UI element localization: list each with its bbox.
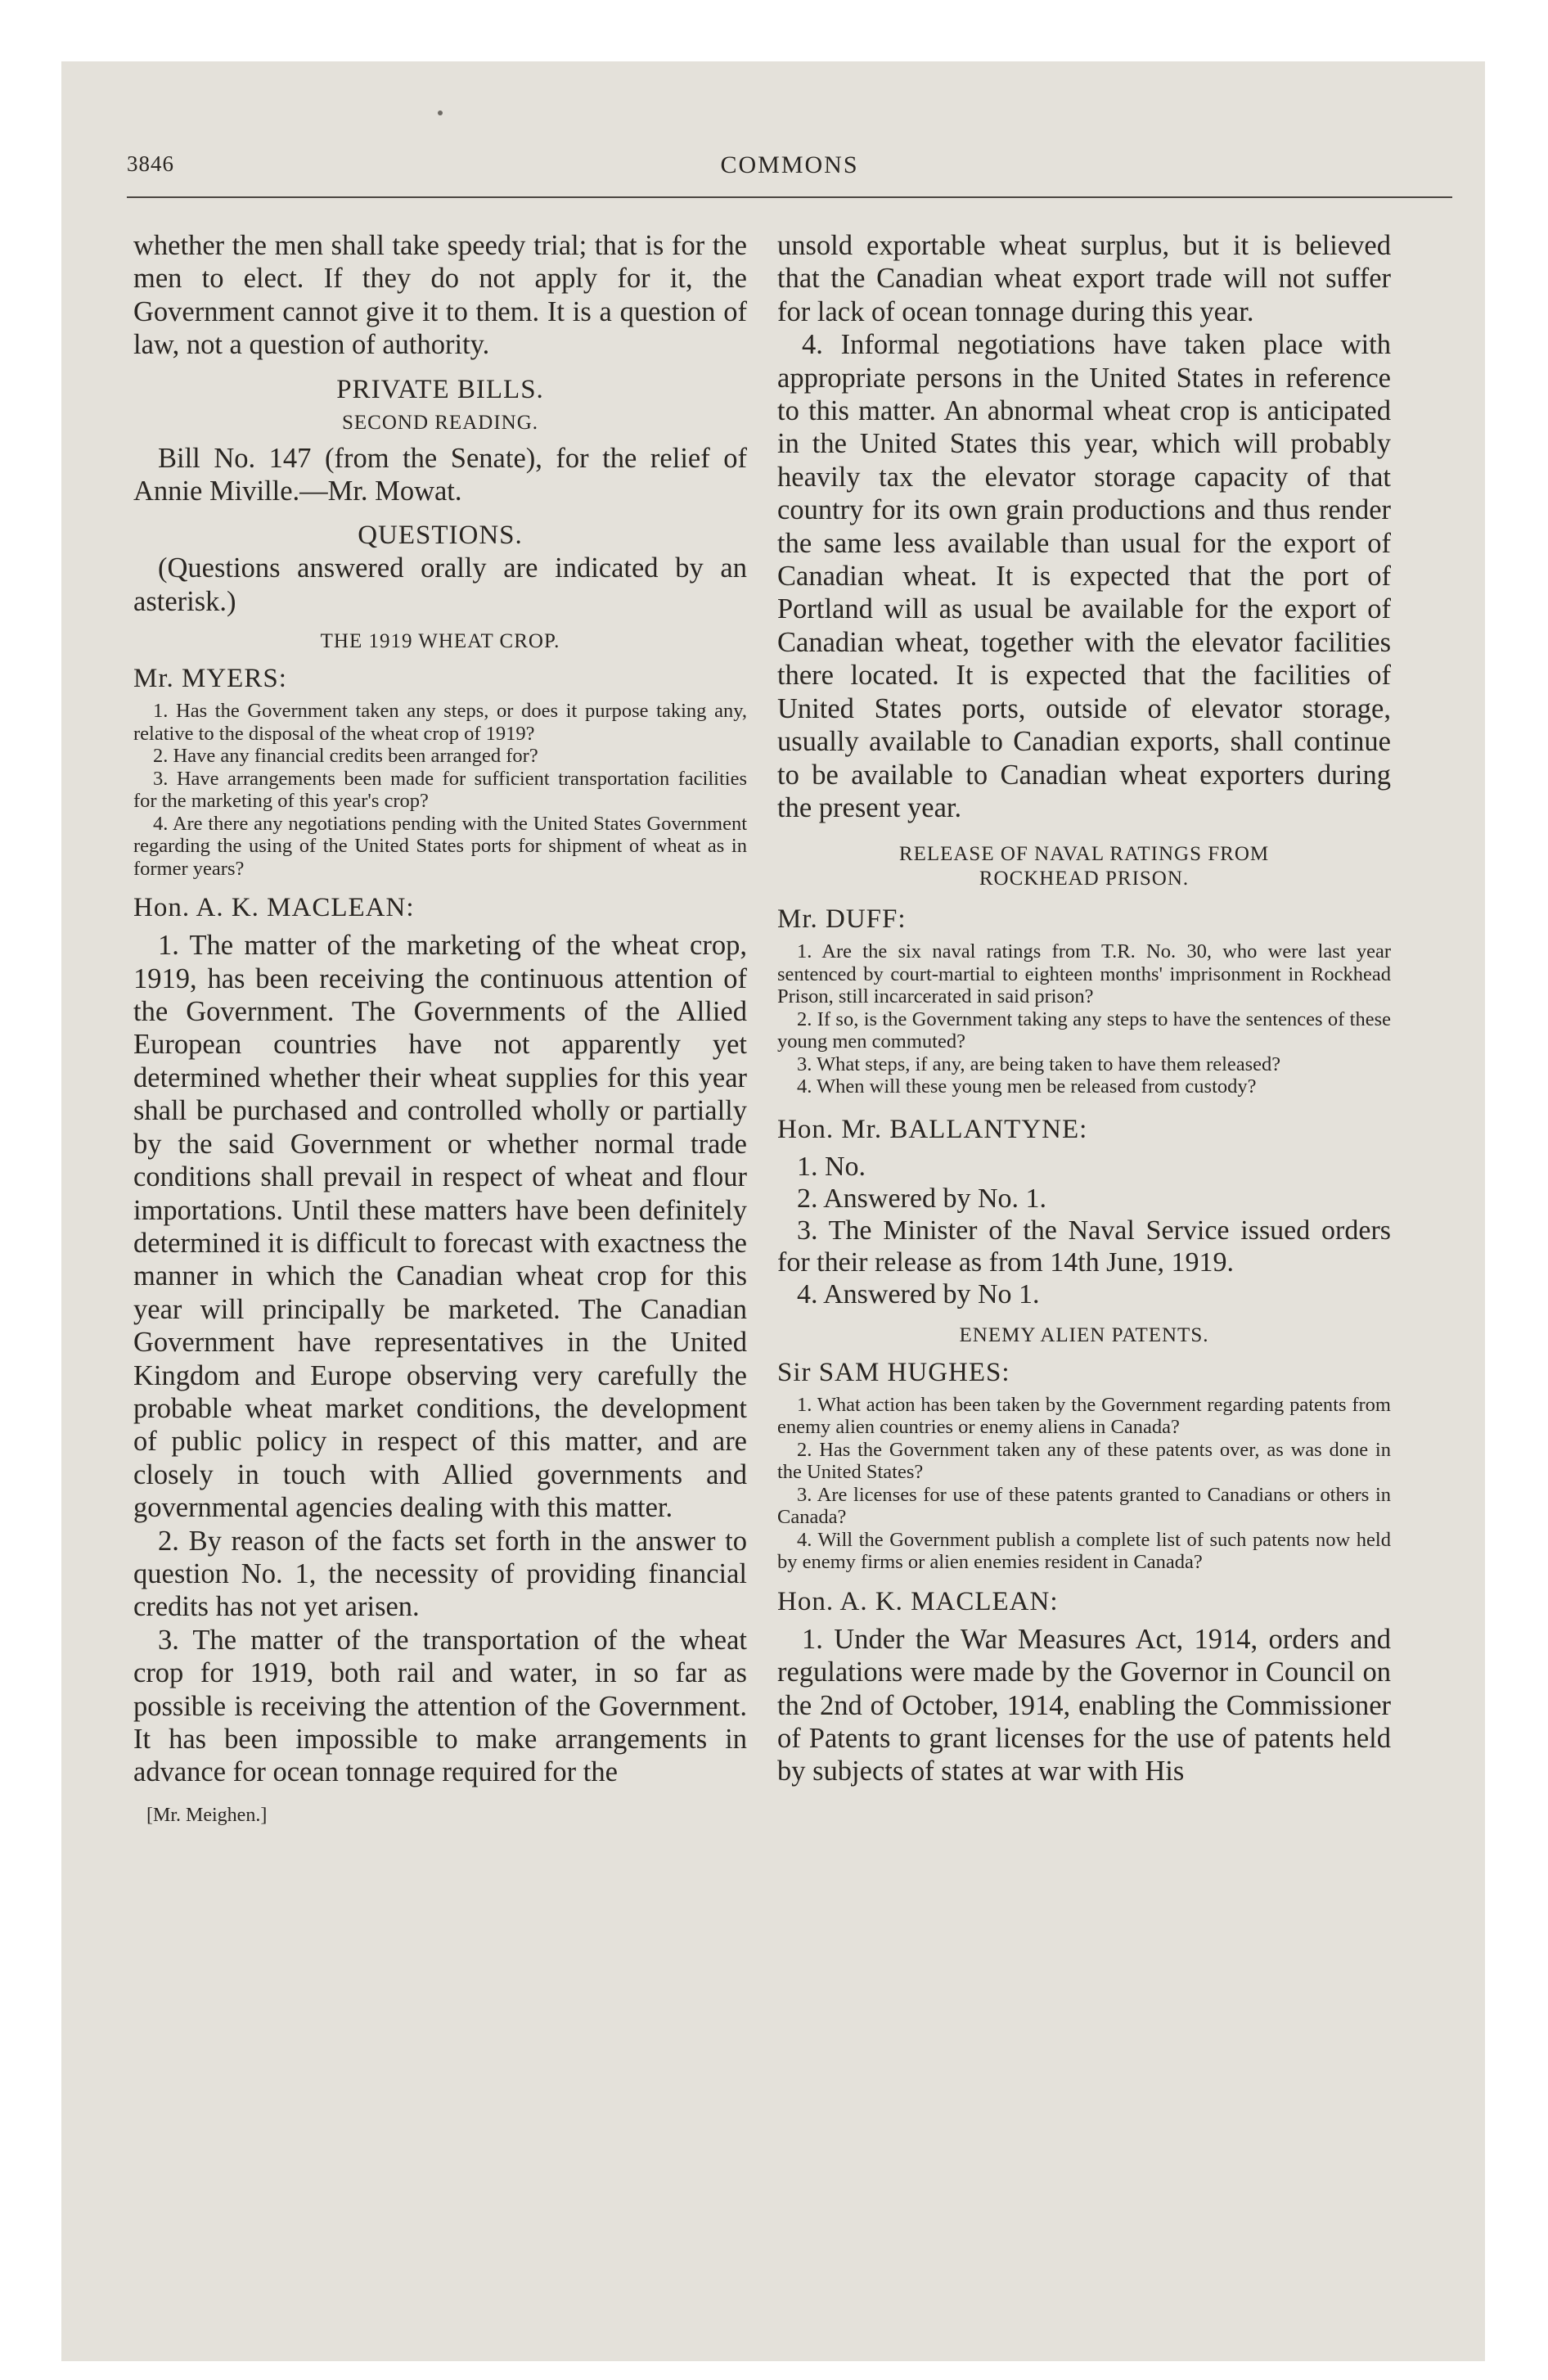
patents-question-list: [777, 1394, 1391, 1574]
wheat-answer-4: 4. Informal negotiations have taken place with appropriate persons in the United States in reference to this matter. An abnormal wheat crop is anticipated in the United States this year, which will probably heavily tax the elevator storage capacity of that country for its own grain productions and thus render the same less available than usual for the export of Canadian wheat. It is expected that the port of Portland will as usual be available for the export of Canadian wheat, together with the elevator facilities there located. It is expected that the facilities of United States ports, outside of elevator storage, usually available to Canadian exports, shall continue to be available to Canadian wheat exporters during the present year.: [777, 329, 1391, 823]
naval-answer-speaker: Hon. Mr. BALLANTYNE:: [777, 1114, 1088, 1144]
naval-heading-line-2: ROCKHEAD PRISON.: [979, 868, 1190, 890]
question-item: 1. Are the six naval ratings from T.R. No. 30, who were last year sentenced by court-martial to eighteen months' imprisonment in Rockhead Prison, still incarcerated in said prison?: [777, 940, 1391, 1008]
questions-note: (Questions answered orally are indicated by an asterisk.): [133, 552, 747, 617]
patents-answer-speaker: Hon. A. K. MACLEAN:: [777, 1586, 1059, 1616]
footer-note: [Mr. Meighen.]: [146, 1804, 268, 1826]
question-item: 4. Will the Government publish a complete list of such patents now held by enemy firms or alien enemies resident in Canada?: [777, 1528, 1391, 1574]
left-column: [133, 229, 747, 1827]
bill-paragraph: Bill No. 147 (from the Senate), for the relief of Annie Miville.—Mr. Mowat.: [133, 442, 747, 507]
naval-ratings-heading: [777, 842, 1391, 891]
wheat-answer-1: 1. The matter of the marketing of the wheat crop, 1919, has been receiving the continuous attention of the Government. The Governments of the Allied European countries have not apparently yet determined whether their wheat supplies for this year shall be purchased and controlled wholly or partially by the said Government or whether normal trade conditions shall prevail in respect of wheat and flour importations. Until these matters have been definitely determined it is difficult to forecast with exactness the manner in which the Canadian wheat crop for this year will principally be marketed. The Canadian Government have representatives in the United Kingdom and Europe observing very carefully the probable wheat market conditions, the development of public policy in respect of this matter, and are closely in touch with Allied governments and governmental agencies dealing with this matter.: [133, 930, 747, 1524]
answer-item: 3. The Minister of the Naval Service issued orders for their release as from 14th June, 1919.: [777, 1215, 1391, 1278]
question-item: 1. Has the Government taken any steps, or does it purpose taking any, relative to the disposal of the wheat crop of 1919?: [133, 700, 747, 745]
question-item: 2. Has the Government taken any of these patents over, as was done in the United States?: [777, 1438, 1391, 1484]
wheat-answer-2: 2. By reason of the facts set forth in the answer to question No. 1, the necessity of providing financial credits has not yet arisen.: [133, 1525, 747, 1623]
patents-answer-1-start: 1. Under the War Measures Act, 1914, orders and regulations were made by the Governor in Council on the 2nd of October, 1914, enabling the Commissioner of Patents to grant licenses for the use of patents held by subjects of states at war with His: [777, 1623, 1391, 1787]
question-item: 3. What steps, if any, are being taken to have them released?: [797, 1053, 1281, 1075]
questions-heading: QUESTIONS.: [358, 521, 523, 551]
question-item: 3. Have arrangements been made for sufficient transportation facilities for the marketing of this year's crop?: [133, 767, 747, 813]
answer-item: 2. Answered by No. 1.: [797, 1183, 1047, 1214]
print-speck: [438, 110, 443, 115]
opening-paragraph: whether the men shall take speedy trial; that is for the men to elect. If they do not apply for it, the Government cannot give it to them. It is a question of law, not a question of authority.: [133, 230, 747, 361]
header-rule: [127, 196, 1452, 198]
question-item: 4. Are there any negotiations pending with the United States Government regarding the using of the United States ports for shipment of wheat as in former years?: [133, 812, 747, 880]
running-head: COMMONS: [720, 151, 859, 178]
right-column: [777, 229, 1391, 1788]
wheat-answer-3-continued: unsold exportable wheat surplus, but it is believed that the Canadian wheat export trade will not suffer for lack of ocean tonnage during this year.: [777, 230, 1391, 327]
question-item: 2. Have any financial credits been arranged for?: [153, 745, 538, 768]
wheat-question-list: [133, 700, 747, 880]
naval-speaker: Mr. DUFF:: [777, 904, 907, 935]
question-item: 2. If so, is the Government taking any steps to have the sentences of these young men commuted?: [777, 1007, 1391, 1053]
second-reading-heading: SECOND READING.: [342, 411, 538, 434]
scanned-page: [61, 61, 1485, 2361]
page-number: 3846: [127, 151, 174, 176]
answer-item: 4. Answered by No 1.: [797, 1278, 1040, 1309]
wheat-speaker: Mr. MYERS:: [133, 664, 287, 694]
patents-speaker: Sir SAM HUGHES:: [777, 1357, 1010, 1387]
naval-heading-line-1: RELEASE OF NAVAL RATINGS FROM: [898, 843, 1270, 866]
enemy-patents-heading: ENEMY ALIEN PATENTS.: [959, 1323, 1209, 1346]
wheat-answer-speaker: Hon. A. K. MACLEAN:: [133, 893, 415, 923]
wheat-answer-3-start: 3. The matter of the transportation of the wheat crop for 1919, both rail and water, in so far as possible is receiving the attention of the Government. It has been impossible to make arrangements in advance for ocean tonnage required for the: [133, 1624, 747, 1788]
naval-question-list: [777, 940, 1391, 1098]
question-item: 1. What action has been taken by the Government regarding patents from enemy alien countries or enemy aliens in Canada?: [777, 1393, 1391, 1439]
question-item: 3. Are licenses for use of these patents granted to Canadians or others in Canada?: [777, 1483, 1391, 1529]
private-bills-heading: PRIVATE BILLS.: [336, 374, 544, 404]
page-header: [127, 151, 1452, 184]
wheat-crop-heading: THE 1919 WHEAT CROP.: [320, 630, 560, 653]
answer-item: 1. No.: [797, 1151, 866, 1182]
question-item: 4. When will these young men be released from custody?: [797, 1075, 1257, 1098]
